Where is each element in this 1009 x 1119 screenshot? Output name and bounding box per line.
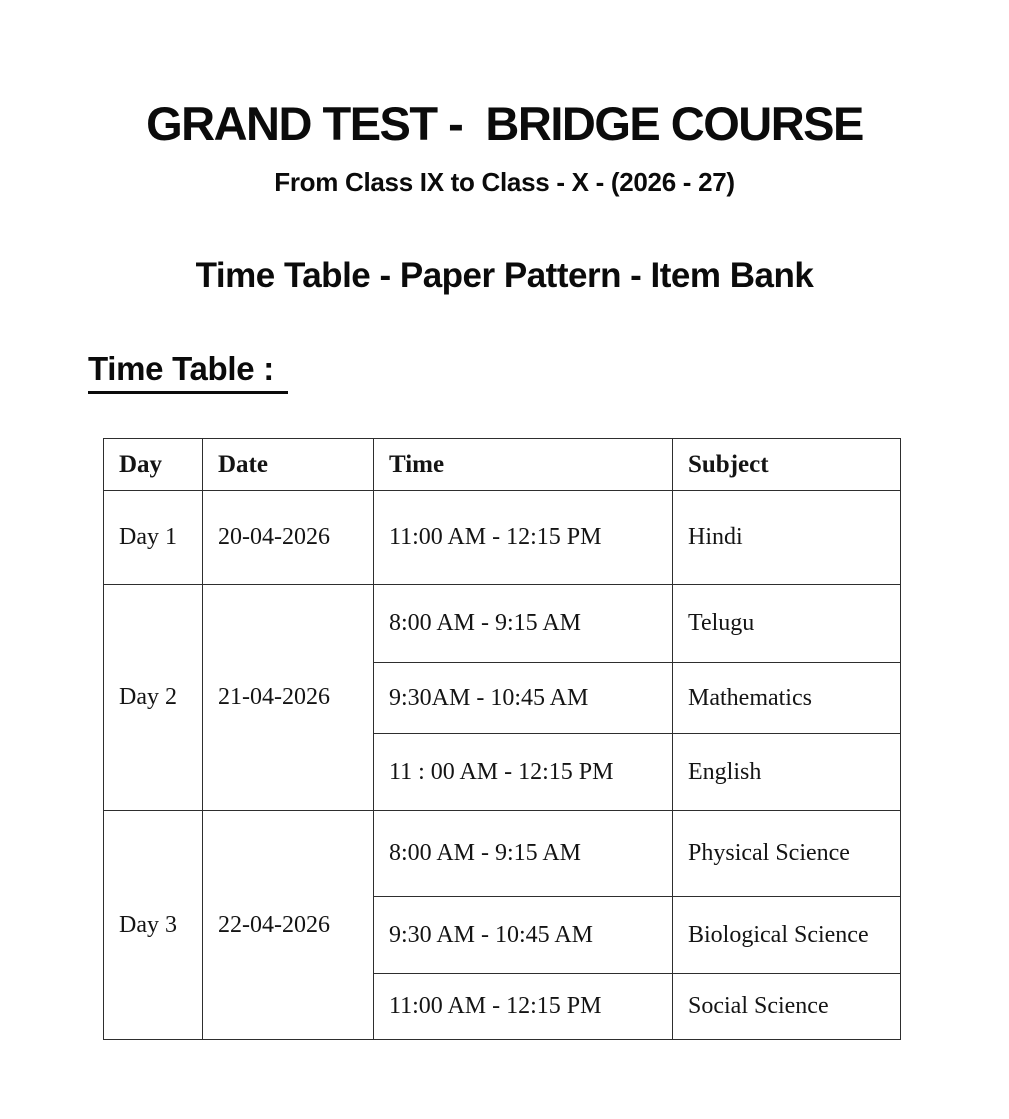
column-header-date: Date [203, 439, 374, 491]
timetable [103, 438, 901, 1040]
time-cell: 9:30 AM - 10:45 AM [374, 897, 673, 974]
subject-cell: Biological Science [673, 897, 901, 974]
document-title: GRAND TEST - BRIDGE COURSE [146, 97, 863, 150]
table-row [104, 585, 901, 663]
date-cell: 21-04-2026 [203, 585, 374, 811]
document-subtitle: From Class IX to Class - X - (2026 - 27) [274, 167, 735, 197]
column-header-day: Day [104, 439, 203, 491]
day-cell: Day 3 [104, 811, 203, 1040]
subject-cell: Physical Science [673, 811, 901, 897]
timetable-heading: Time Table : [88, 350, 288, 394]
column-header-subject: Subject [673, 439, 901, 491]
date-cell: 22-04-2026 [203, 811, 374, 1040]
time-cell: 9:30AM - 10:45 AM [374, 663, 673, 734]
subject-cell: Mathematics [673, 663, 901, 734]
day-cell: Day 1 [104, 491, 203, 585]
time-cell: 11:00 AM - 12:15 PM [374, 491, 673, 585]
table-row [104, 811, 901, 897]
subject-cell: English [673, 734, 901, 811]
time-cell: 8:00 AM - 9:15 AM [374, 811, 673, 897]
subject-cell: Social Science [673, 974, 901, 1040]
time-cell: 11:00 AM - 12:15 PM [374, 974, 673, 1040]
date-cell: 20-04-2026 [203, 491, 374, 585]
time-cell: 11 : 00 AM - 12:15 PM [374, 734, 673, 811]
column-header-time: Time [374, 439, 673, 491]
subject-cell: Telugu [673, 585, 901, 663]
subject-cell: Hindi [673, 491, 901, 585]
day-cell: Day 2 [104, 585, 203, 811]
table-row [104, 491, 901, 585]
time-cell: 8:00 AM - 9:15 AM [374, 585, 673, 663]
table-header-row [104, 439, 901, 491]
section-heading: Time Table - Paper Pattern - Item Bank [195, 256, 814, 295]
